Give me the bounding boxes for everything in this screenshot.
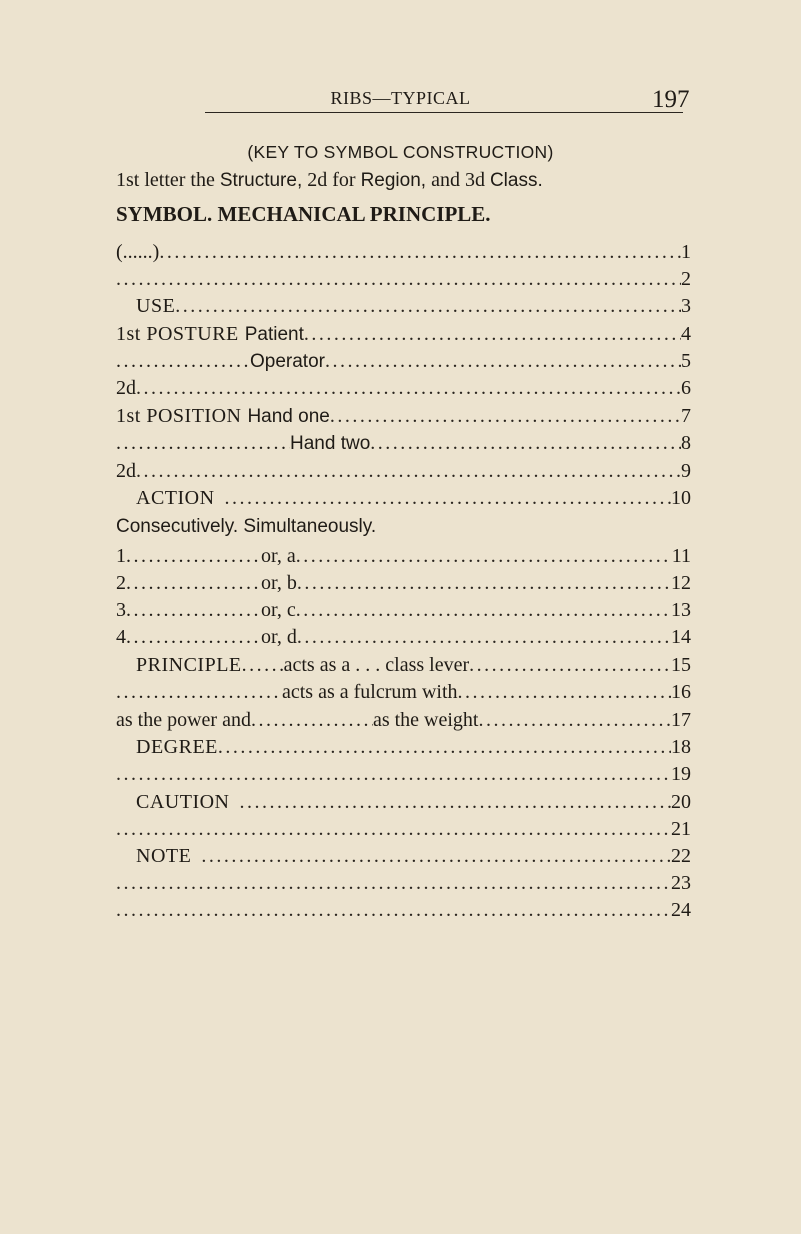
leader-dots	[126, 572, 261, 595]
entry-label: acts as a fulcrum with	[282, 681, 458, 703]
entry-label: 2d	[116, 377, 136, 399]
intro-region: Region,	[360, 170, 427, 191]
entry-number: 10	[671, 487, 691, 509]
entry-number: 9	[681, 460, 691, 482]
entry-label: PRINCIPLE	[136, 654, 242, 676]
entry-label: (......)	[116, 241, 160, 263]
leader-dots	[458, 681, 672, 704]
intro-line	[116, 169, 691, 192]
header-rule	[205, 112, 683, 113]
entry-8	[116, 432, 691, 460]
entry-label: NOTE	[136, 845, 192, 867]
key-title: (KEY TO SYMBOL CONSTRUCTION)	[247, 142, 554, 162]
entry-number: 18	[671, 736, 691, 758]
entry-label: 4	[116, 626, 126, 648]
entry-label: as the power and	[116, 709, 251, 731]
leader-dots	[330, 405, 681, 428]
entry-number: 12	[671, 572, 691, 594]
entry-1	[116, 241, 691, 269]
entry-sublabel: as the weight	[372, 709, 479, 731]
entry-20	[116, 791, 691, 819]
leader-dots	[136, 460, 681, 483]
entry-number: 13	[671, 599, 691, 621]
leader-dots	[240, 791, 672, 814]
entry-16	[116, 681, 691, 709]
intro-class: Class.	[489, 170, 543, 191]
entry-13	[116, 599, 691, 627]
leader-dots	[201, 845, 671, 868]
leader-dots	[296, 545, 672, 568]
entry-6	[116, 377, 691, 405]
entry-5	[116, 350, 691, 378]
leader-dots	[297, 626, 671, 649]
leader-dots	[325, 350, 681, 373]
entry-9	[116, 460, 691, 488]
entry-label: DEGREE	[136, 736, 218, 758]
leader-dots	[116, 872, 671, 895]
leader-dots	[296, 599, 671, 622]
entry-label: USE	[136, 295, 176, 317]
entry-label: 3	[116, 599, 126, 621]
entry-number: 24	[671, 899, 691, 921]
entry-label: Operator	[250, 351, 325, 372]
entry-label: ACTION	[136, 487, 215, 509]
entry-number: 11	[671, 545, 691, 567]
entry-number: 21	[671, 818, 691, 840]
leader-dots	[251, 709, 373, 732]
entry-sublabel: or, b	[261, 572, 297, 594]
running-title: RIBS—TYPICAL	[330, 88, 471, 108]
entry-number: 3	[681, 295, 691, 317]
entry-number: 20	[671, 791, 691, 813]
entry-22	[116, 845, 691, 873]
leader-dots	[116, 432, 290, 455]
entry-10	[116, 487, 691, 515]
entry-17	[116, 709, 691, 737]
leader-dots	[136, 377, 681, 400]
entry-sublabel: or, c	[261, 599, 296, 621]
entry-number: 15	[671, 654, 691, 676]
entry-label: Hand two	[290, 433, 371, 454]
leader-dots	[242, 654, 284, 677]
entry-number: 16	[671, 681, 691, 703]
entry-number: 2	[681, 268, 691, 290]
leader-dots	[116, 763, 671, 786]
entry-label: CAUTION	[136, 791, 230, 813]
entry-sublabel: acts as a . . . class lever	[283, 654, 470, 676]
leader-dots	[126, 626, 261, 649]
entry-number: 17	[671, 709, 691, 731]
entry-4	[116, 323, 691, 351]
entry-23	[116, 872, 691, 900]
entry-3	[116, 295, 691, 323]
entry-12	[116, 572, 691, 600]
leader-dots	[116, 818, 671, 841]
leader-dots	[175, 295, 681, 318]
subheading-row	[116, 516, 691, 544]
leader-dots	[116, 681, 282, 704]
leader-dots	[225, 487, 671, 510]
leader-dots	[469, 654, 671, 677]
page-number: 197	[652, 86, 690, 113]
entry-number: 23	[671, 872, 691, 894]
leader-dots	[116, 350, 250, 373]
entry-number: 22	[671, 845, 691, 867]
entry-label: 1st POSITION	[116, 405, 242, 427]
entry-number: 5	[681, 350, 691, 372]
entry-label: 1	[116, 545, 126, 567]
entry-label: 2	[116, 572, 126, 594]
entry-number: 6	[681, 377, 691, 399]
entry-number: 19	[671, 763, 691, 785]
entry-sublabel: or, a	[261, 545, 296, 567]
leader-dots	[116, 268, 681, 291]
entry-number: 14	[671, 626, 691, 648]
entry-sublabel: or, d	[261, 626, 297, 648]
leader-dots	[297, 572, 671, 595]
leader-dots	[478, 709, 671, 732]
entry-14	[116, 626, 691, 654]
entry-sublabel: Hand one	[247, 406, 330, 427]
entry-21	[116, 818, 691, 846]
entry-number: 1	[681, 241, 691, 263]
leader-dots	[218, 736, 671, 759]
symbol-heading: SYMBOL. MECHANICAL PRINCIPLE.	[116, 202, 491, 226]
entry-2	[116, 268, 691, 296]
intro-structure: Structure,	[219, 170, 303, 191]
entry-7	[116, 405, 691, 433]
entry-label: 2d	[116, 460, 136, 482]
entry-number: 8	[681, 432, 691, 454]
subheading: Consecutively. Simultaneously.	[116, 516, 377, 537]
entry-15	[116, 654, 691, 682]
entry-19	[116, 763, 691, 791]
intro-part: 2d for	[307, 169, 356, 191]
entry-sublabel: Patient	[244, 324, 304, 345]
leader-dots	[116, 899, 671, 922]
entry-11	[116, 545, 691, 573]
leader-dots	[126, 545, 261, 568]
leader-dots	[159, 241, 681, 264]
leader-dots	[126, 599, 261, 622]
intro-part: 1st letter the	[116, 169, 215, 191]
leader-dots	[370, 432, 681, 455]
entry-number: 7	[681, 405, 691, 427]
entry-24	[116, 899, 691, 927]
entry-number: 4	[681, 323, 691, 345]
leader-dots	[304, 323, 681, 346]
entry-18	[116, 736, 691, 764]
intro-part: and 3d	[431, 169, 485, 191]
entry-label: 1st POSTURE	[116, 323, 239, 345]
